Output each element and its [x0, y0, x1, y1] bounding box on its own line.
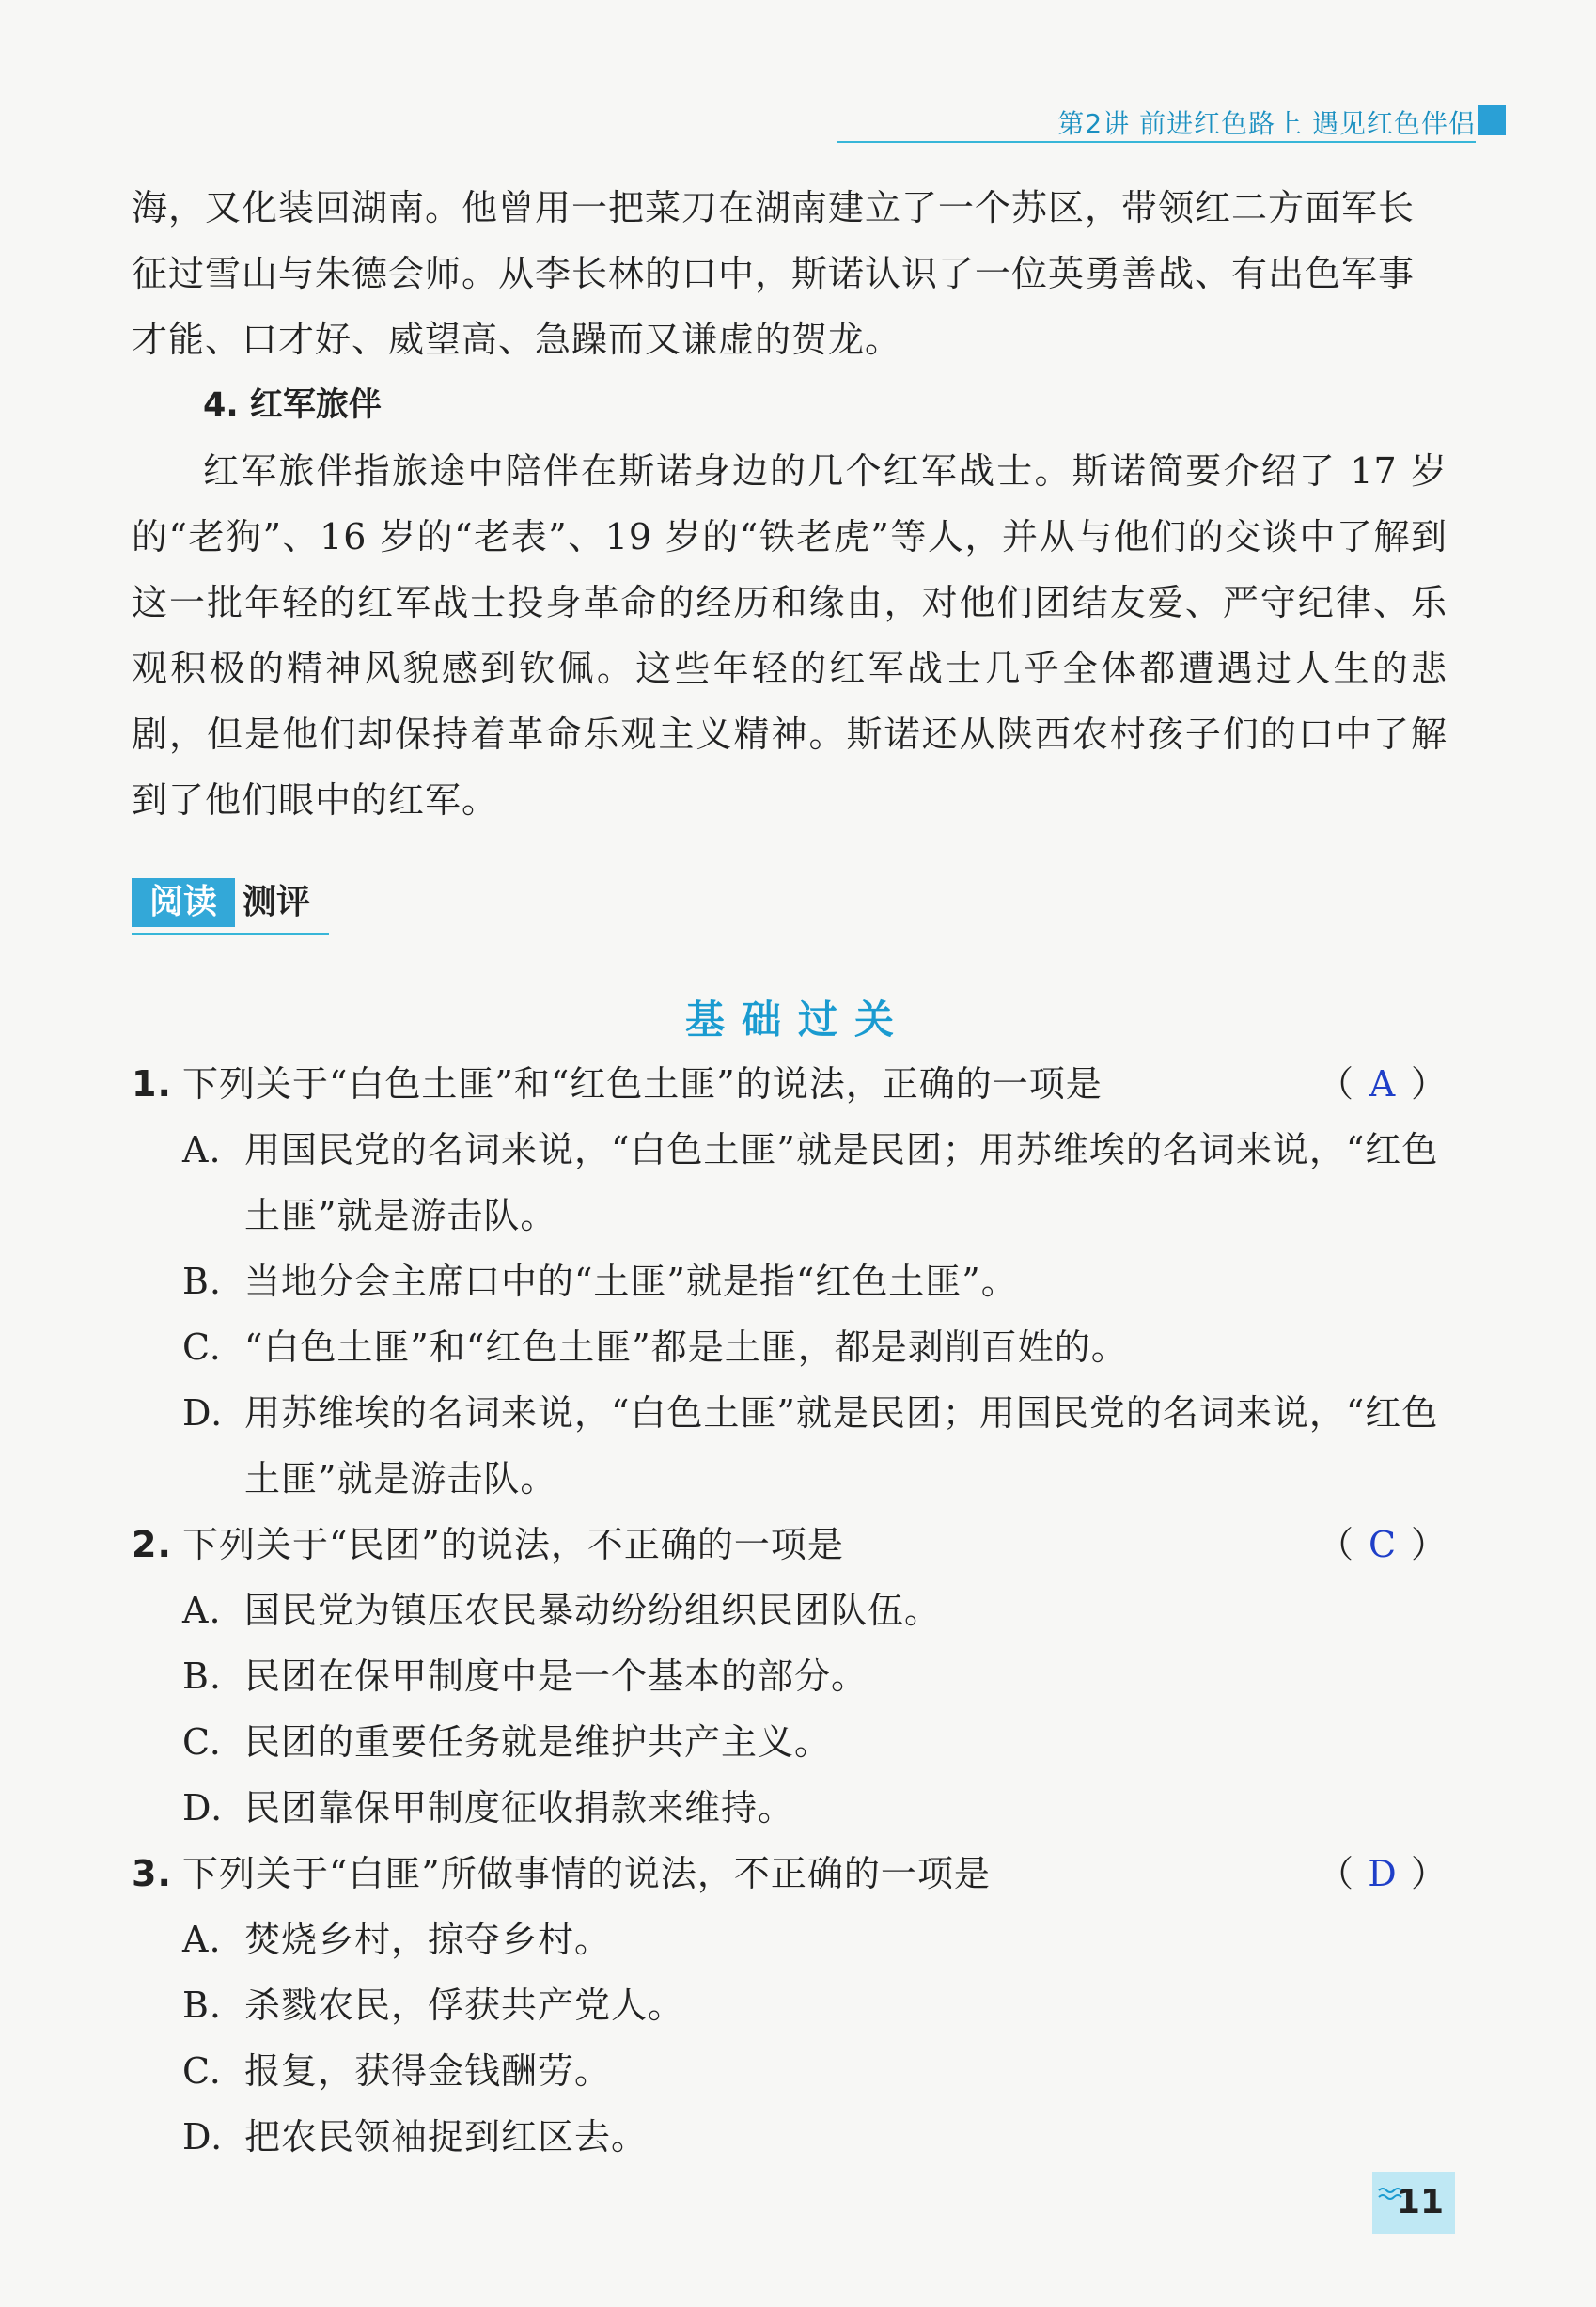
option-label: D. [182, 2116, 224, 2158]
header-marker [1478, 105, 1506, 135]
option-label: B. [182, 1985, 223, 2026]
section-tag-rest: 测评 [243, 883, 311, 921]
option-label: B. [182, 1261, 223, 1302]
option-c [132, 1709, 1447, 1775]
option-text: 国民党为镇压农民暴动纷纷组织民团队伍。 [244, 1590, 942, 1631]
option-label: B. [182, 1656, 223, 1697]
question-stem [132, 1512, 1447, 1577]
option-d [132, 1380, 1447, 1446]
option-a [132, 1117, 1447, 1183]
option-text: 民团在保甲制度中是一个基本的部分。 [244, 1656, 868, 1697]
question-text: 下列关于“白匪”所做事情的说法，不正确的一项是 [182, 1853, 991, 1894]
option-d [132, 2104, 1447, 2170]
option-text: 民团的重要任务就是维护共产主义。 [244, 1721, 832, 1763]
answer-letter: C [1368, 1524, 1398, 1565]
option-b [132, 1643, 1447, 1709]
question-text: 下列关于“白色土匪”和“红色土匪”的说法，正确的一项是 [182, 1063, 1103, 1105]
intro-line-1: 海，又化装回湖南。他曾用一把菜刀在湖南建立了一个苏区，带领红二方面军长 [132, 187, 1416, 228]
question-stem [132, 1841, 1447, 1907]
option-text: 用国民党的名词来说，“白色土匪”就是民团；用苏维埃的名词来说，“红色 [244, 1129, 1439, 1170]
question-text: 下列关于“民团”的说法，不正确的一项是 [182, 1524, 844, 1565]
page-number-text: 11 [1396, 2183, 1444, 2221]
companions-paragraph: 红军旅伴指旅途中陪伴在斯诺身边的几个红军战士。斯诺简要介绍了 17 岁的“老狗”、16 岁的“老表”、19 岁的“铁老虎”等人，并从与他们的交谈中了解到这一批年轻的红军战士投身革命的经历和缘由，对他们团结友爱、严守纪律、乐观积极的精神风貌感到钦佩。这些年轻的红军战士几乎全体都遭遇过人生的悲剧，但是他们却保持着革命乐观主义精神。斯诺还从陕西农村孩子们的口中了解到了他们眼中的红军。 [132, 450, 1447, 821]
option-a-continued: 土匪”就是游击队。 [244, 1195, 557, 1236]
option-c [132, 2038, 1447, 2104]
option-text: “白色土匪”和“红色土匪”都是土匪，都是剥削百姓的。 [244, 1326, 1128, 1368]
question-2 [132, 1512, 1447, 1841]
section-tag [132, 872, 329, 936]
intro-section [132, 175, 1447, 833]
option-d-continued: 土匪”就是游击队。 [244, 1458, 557, 1499]
option-label: C. [182, 1326, 222, 1368]
subheading-red-army-companions: 4. 红军旅伴 [203, 386, 382, 424]
option-label: C. [182, 2050, 222, 2092]
question-list [132, 1051, 1447, 2170]
question-3 [132, 1841, 1447, 2170]
answer-letter: A [1369, 1063, 1397, 1105]
section-tag-underline [132, 933, 329, 935]
chapter-title: 第2讲 前进红色路上 遇见红色伴侣 [1057, 108, 1476, 139]
question-1 [132, 1051, 1447, 1512]
option-label: A. [182, 1590, 222, 1631]
option-label: D. [182, 1787, 224, 1828]
option-text: 报复，获得金钱酬劳。 [244, 2050, 612, 2092]
question-stem [132, 1051, 1447, 1117]
intro-line-3: 才能、口才好、威望高、急躁而又谦虚的贺龙。 [132, 319, 902, 360]
option-a [132, 1577, 1447, 1643]
option-text: 把农民领袖捉到红区去。 [244, 2116, 649, 2158]
question-number: 1. [132, 1063, 172, 1105]
option-label: D. [182, 1392, 224, 1434]
answer-bracket: （ C ） [1318, 1512, 1447, 1577]
answer-bracket: （ A ） [1318, 1051, 1447, 1117]
option-d [132, 1775, 1447, 1841]
option-text: 用苏维埃的名词来说，“白色土匪”就是民团；用国民党的名词来说，“红色 [244, 1392, 1439, 1434]
option-text: 当地分会主席口中的“土匪”就是指“红色土匪”。 [244, 1261, 1018, 1302]
option-label: A. [182, 1129, 222, 1170]
page-number [1372, 2172, 1455, 2234]
option-label: C. [182, 1721, 222, 1763]
option-text: 焚烧乡村，掠夺乡村。 [244, 1919, 612, 1960]
question-number: 2. [132, 1524, 172, 1565]
section-title: 基础过关 [684, 997, 911, 1043]
question-number: 3. [132, 1853, 172, 1894]
option-text: 杀戮农民，俘获共产党人。 [244, 1985, 685, 2026]
header-rule [837, 141, 1476, 143]
option-a [132, 1907, 1447, 1972]
page-header [0, 94, 1596, 150]
answer-letter: D [1368, 1853, 1398, 1894]
option-b [132, 1248, 1447, 1314]
section-tag-highlight: 阅读 [132, 878, 235, 927]
option-text: 民团靠保甲制度征收捐款来维持。 [244, 1787, 795, 1828]
option-label: A. [182, 1919, 222, 1960]
option-b [132, 1972, 1447, 2038]
option-c [132, 1314, 1447, 1380]
intro-line-2: 征过雪山与朱德会师。从李长林的口中，斯诺认识了一位英勇善战、有出色军事 [132, 253, 1416, 294]
answer-bracket: （ D ） [1318, 1841, 1447, 1907]
wave-icon [1378, 2185, 1406, 2204]
